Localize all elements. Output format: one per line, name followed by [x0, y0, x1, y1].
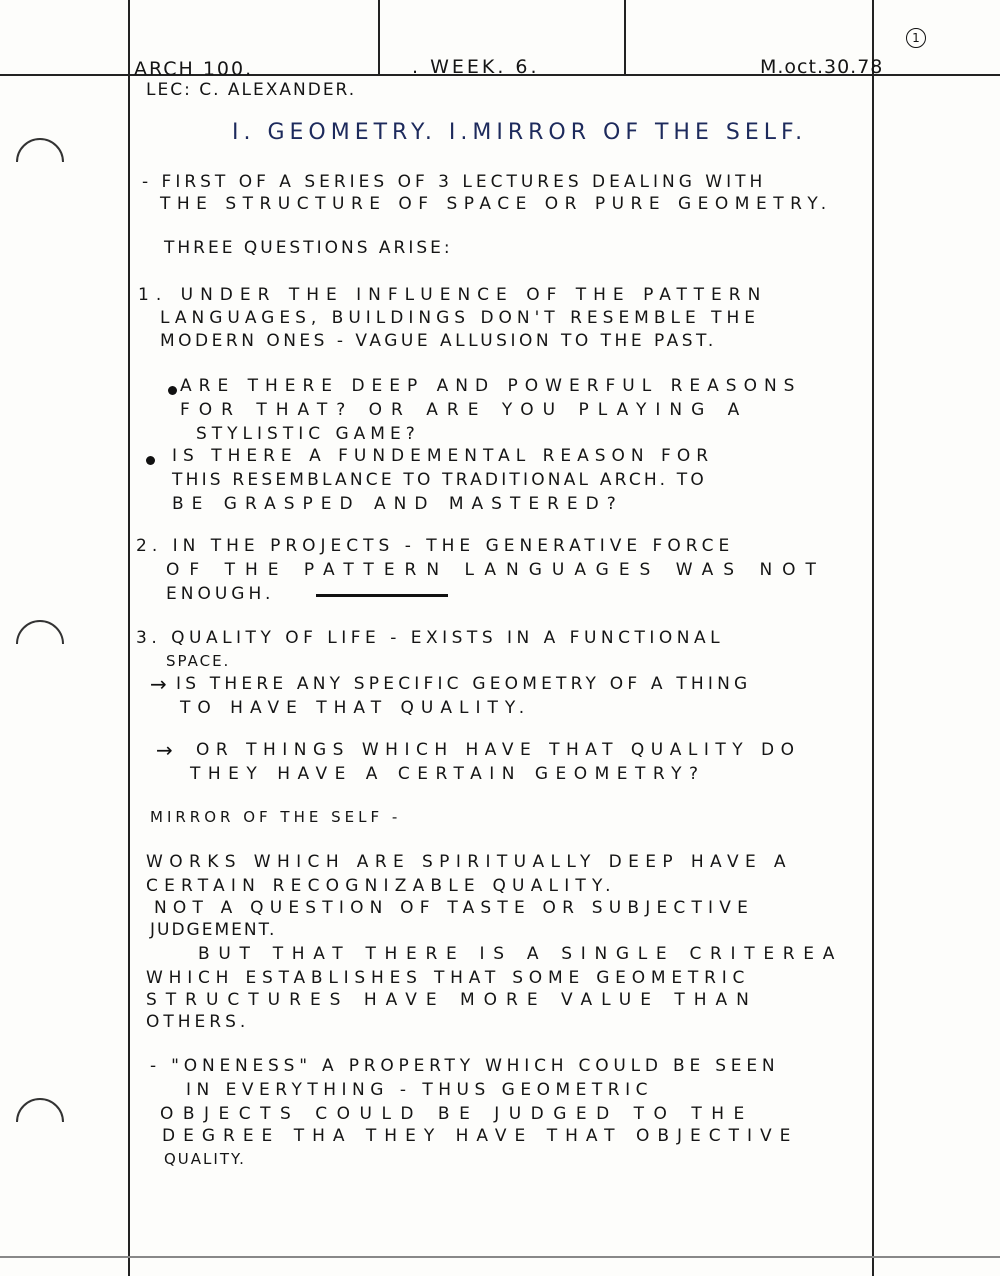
q1-bullet-2-line-3: BE GRASPED AND MASTERED?: [172, 494, 624, 514]
date-label: M.oct.30.78: [760, 56, 884, 78]
q2-line-1: 2. IN THE PROJECTS - THE GENERATIVE FORCE: [136, 536, 735, 556]
q3-arrow-1-line-2: TO HAVE THAT QUALITY.: [180, 698, 532, 718]
q2-line-3: ENOUGH.: [166, 584, 275, 604]
works-line-4: JUDGEMENT.: [150, 920, 277, 940]
q2-line-2: OF THE PATTERN LANGUAGES WAS NOT: [166, 560, 826, 580]
left-margin-rule: [128, 0, 130, 1276]
works-line-3: NOT A QUESTION OF TASTE OR SUBJECTIVE: [154, 898, 755, 918]
works-line-2: CERTAIN RECOGNIZABLE QUALITY.: [146, 876, 617, 896]
binder-hole-top: [16, 138, 64, 186]
mirror-heading: MIRROR OF THE SELF -: [150, 808, 402, 826]
q3-line-2: SPACE.: [166, 652, 231, 670]
oneness-line-1: - "ONENESS" A PROPERTY WHICH COULD BE SEEN: [150, 1056, 780, 1076]
week-label: . WEEK. 6.: [412, 56, 540, 78]
q3-arrow-2-line-2: THEY HAVE A CERTAIN GEOMETRY?: [190, 764, 706, 784]
right-margin-rule: [872, 0, 874, 1276]
lecturer-label: LEC: C. ALEXANDER.: [146, 80, 357, 100]
page-title: I. GEOMETRY. I.MIRROR OF THE SELF.: [232, 120, 808, 145]
works-line-6: WHICH ESTABLISHES THAT SOME GEOMETRIC: [146, 968, 751, 988]
works-line-1: WORKS WHICH ARE SPIRITUALLY DEEP HAVE A: [146, 852, 792, 872]
works-line-8: OTHERS.: [146, 1012, 250, 1032]
binder-hole-bottom: [16, 1098, 64, 1146]
right-column-rule: [624, 0, 626, 74]
works-line-7: STRUCTURES HAVE MORE VALUE THAN: [146, 990, 758, 1010]
q1-bullet-dot-2: [146, 456, 155, 465]
q1-bullet-2-line-2: THIS RESEMBLANCE TO TRADITIONAL ARCH. TO: [172, 470, 707, 490]
intro-line-1: - FIRST OF A SERIES OF 3 LECTURES DEALING WITH: [142, 172, 767, 192]
q2-scribble: [316, 580, 448, 597]
course-label: ARCH 100.: [134, 58, 254, 80]
q3-arrow-2-line-1: OR THINGS WHICH HAVE THAT QUALITY DO: [196, 740, 801, 760]
q1-line-3: MODERN ONES - VAGUE ALLUSION TO THE PAST.: [160, 331, 717, 351]
q1-bullet-2-line-1: IS THERE A FUNDEMENTAL REASON FOR: [172, 446, 715, 466]
footer-rule: [0, 1256, 1000, 1258]
q1-bullet-dot-1: [168, 386, 177, 395]
q1-line-2: LANGUAGES, BUILDINGS DON'T RESEMBLE THE: [160, 308, 761, 328]
works-line-5: BUT THAT THERE IS A SINGLE CRITEREA: [198, 944, 844, 964]
intro-line-2: THE STRUCTURE OF SPACE OR PURE GEOMETRY.: [160, 194, 833, 214]
page-number: 1: [906, 28, 926, 48]
oneness-line-4: DEGREE THA THEY HAVE THAT OBJECTIVE: [162, 1126, 799, 1146]
binder-hole-middle: [16, 620, 64, 668]
q3-line-1: 3. QUALITY OF LIFE - EXISTS IN A FUNCTIONAL: [136, 628, 725, 648]
oneness-line-3: OBJECTS COULD BE JUDGED TO THE: [160, 1104, 754, 1124]
questions-heading: THREE QUESTIONS ARISE:: [164, 238, 453, 258]
center-column-rule: [378, 0, 380, 74]
q1-bullet-1-line-2: FOR THAT? OR ARE YOU PLAYING A: [180, 400, 749, 420]
oneness-line-2: IN EVERYTHING - THUS GEOMETRIC: [186, 1080, 653, 1100]
q1-bullet-1-line-1: ARE THERE DEEP AND POWERFUL REASONS: [180, 376, 802, 396]
q3-arrow-1-icon: →: [150, 672, 167, 696]
q3-arrow-2-icon: →: [156, 738, 173, 762]
q1-line-1: 1. UNDER THE INFLUENCE OF THE PATTERN: [138, 285, 768, 305]
q1-bullet-1-line-3: STYLISTIC GAME?: [196, 424, 420, 444]
oneness-line-5: QUALITY.: [164, 1150, 246, 1168]
q3-arrow-1-line-1: IS THERE ANY SPECIFIC GEOMETRY OF A THING: [176, 674, 752, 694]
